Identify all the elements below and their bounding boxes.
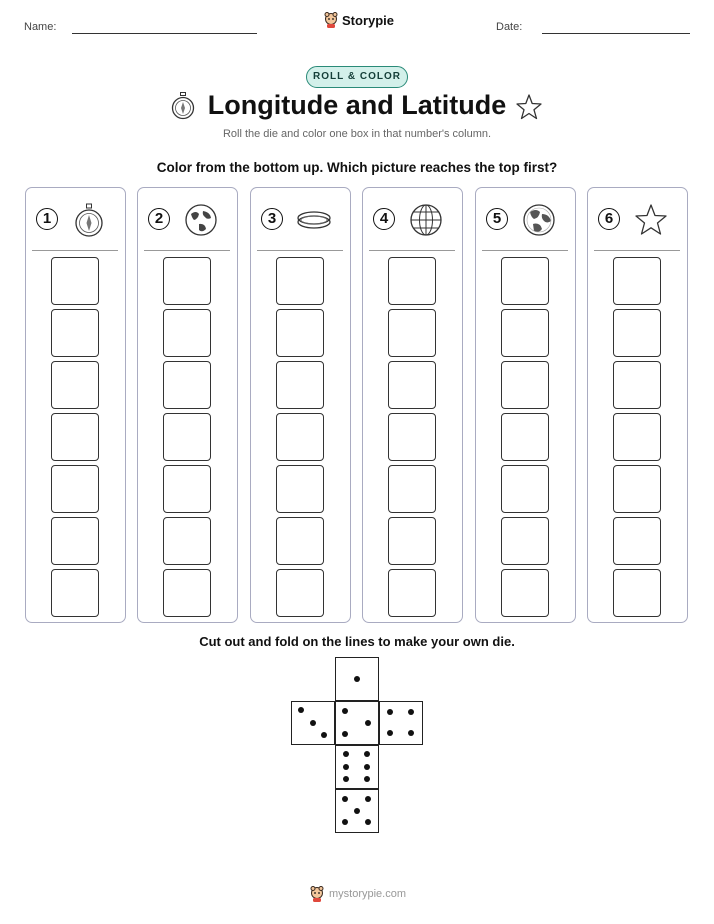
mascot-icon xyxy=(310,886,324,902)
color-box[interactable] xyxy=(163,413,211,461)
die-face xyxy=(335,657,379,701)
color-box[interactable] xyxy=(276,309,324,357)
color-box[interactable] xyxy=(613,257,661,305)
column-divider xyxy=(594,250,680,251)
die-pip xyxy=(387,709,393,715)
color-box[interactable] xyxy=(51,361,99,409)
starfish-icon xyxy=(633,202,669,238)
die-face xyxy=(335,789,379,833)
color-box[interactable] xyxy=(163,517,211,565)
die-pip xyxy=(342,796,348,802)
color-box[interactable] xyxy=(276,569,324,617)
color-box[interactable] xyxy=(163,257,211,305)
column-divider xyxy=(257,250,343,251)
die-face xyxy=(335,745,379,789)
column-6 xyxy=(587,187,688,623)
color-box[interactable] xyxy=(501,361,549,409)
die-face xyxy=(291,701,335,745)
column-number: 3 xyxy=(261,208,283,230)
starfish-icon xyxy=(515,93,543,121)
die-pip xyxy=(342,731,348,737)
color-box[interactable] xyxy=(613,517,661,565)
color-box[interactable] xyxy=(51,465,99,513)
earth-icon xyxy=(521,202,557,238)
brand-logo xyxy=(324,12,394,28)
brand-name: Storypie xyxy=(342,12,395,28)
name-label: Name: xyxy=(24,21,57,33)
page-title: Longitude and Latitude xyxy=(207,90,507,120)
cut-instruction: Cut out and fold on the lines to make your own die. xyxy=(199,634,515,649)
color-box[interactable] xyxy=(613,465,661,513)
compass-icon xyxy=(71,202,107,238)
color-box[interactable] xyxy=(163,465,211,513)
column-number: 5 xyxy=(486,208,508,230)
color-box[interactable] xyxy=(388,309,436,357)
die-pip xyxy=(342,708,348,714)
subtitle: Roll the die and color one box in that number's column. xyxy=(222,128,492,140)
die-pip xyxy=(343,764,349,770)
die-pip xyxy=(321,732,327,738)
instruction: Color from the bottom up. Which picture reaches the top first? xyxy=(156,160,558,175)
die-face xyxy=(379,701,423,745)
column-divider xyxy=(482,250,568,251)
color-box[interactable] xyxy=(51,413,99,461)
die-pip xyxy=(342,819,348,825)
color-box[interactable] xyxy=(501,309,549,357)
die-pip xyxy=(354,676,360,682)
column-4 xyxy=(362,187,463,623)
color-box[interactable] xyxy=(51,517,99,565)
ring-icon xyxy=(296,202,332,238)
date-line[interactable] xyxy=(542,33,690,34)
color-box[interactable] xyxy=(613,569,661,617)
column-number: 2 xyxy=(148,208,170,230)
die-pip xyxy=(408,730,414,736)
color-box[interactable] xyxy=(388,569,436,617)
die-pip xyxy=(365,819,371,825)
column-number: 6 xyxy=(598,208,620,230)
column-divider xyxy=(144,250,230,251)
color-box[interactable] xyxy=(501,465,549,513)
footer xyxy=(310,886,406,902)
column-divider xyxy=(32,250,118,251)
die-pip xyxy=(365,720,371,726)
color-box[interactable] xyxy=(501,517,549,565)
color-box[interactable] xyxy=(276,517,324,565)
color-box[interactable] xyxy=(388,517,436,565)
color-box[interactable] xyxy=(501,413,549,461)
color-box[interactable] xyxy=(276,413,324,461)
color-box[interactable] xyxy=(276,465,324,513)
column-number: 4 xyxy=(373,208,395,230)
column-3 xyxy=(250,187,351,623)
color-box[interactable] xyxy=(276,257,324,305)
color-box[interactable] xyxy=(51,569,99,617)
die-pip xyxy=(408,709,414,715)
die-pip xyxy=(364,764,370,770)
color-box[interactable] xyxy=(163,309,211,357)
die-pip xyxy=(365,796,371,802)
die-pip xyxy=(364,751,370,757)
column-divider xyxy=(369,250,455,251)
color-box[interactable] xyxy=(163,569,211,617)
name-line[interactable] xyxy=(72,33,257,34)
date-label: Date: xyxy=(496,21,523,33)
globe-icon xyxy=(183,202,219,238)
die-pip xyxy=(364,776,370,782)
footer-url[interactable]: mystorypie.com xyxy=(329,888,407,900)
color-box[interactable] xyxy=(613,413,661,461)
activity-badge: ROLL & COLOR xyxy=(306,66,408,88)
column-5 xyxy=(475,187,576,623)
die-pip xyxy=(387,730,393,736)
color-box[interactable] xyxy=(276,361,324,409)
die-face xyxy=(335,701,379,745)
die-pip xyxy=(310,720,316,726)
color-box[interactable] xyxy=(501,569,549,617)
mascot-icon xyxy=(324,12,338,28)
color-box[interactable] xyxy=(163,361,211,409)
column-2 xyxy=(137,187,238,623)
color-box[interactable] xyxy=(388,413,436,461)
color-box[interactable] xyxy=(613,361,661,409)
color-box[interactable] xyxy=(51,309,99,357)
column-1 xyxy=(25,187,126,623)
color-box[interactable] xyxy=(51,257,99,305)
globe-grid-icon xyxy=(408,202,444,238)
die-pip xyxy=(343,751,349,757)
color-box[interactable] xyxy=(388,361,436,409)
die-pip xyxy=(354,808,360,814)
color-box[interactable] xyxy=(388,257,436,305)
die-pip xyxy=(298,707,304,713)
color-box[interactable] xyxy=(388,465,436,513)
column-number: 1 xyxy=(36,208,58,230)
die-pip xyxy=(343,776,349,782)
color-box[interactable] xyxy=(501,257,549,305)
color-box[interactable] xyxy=(613,309,661,357)
